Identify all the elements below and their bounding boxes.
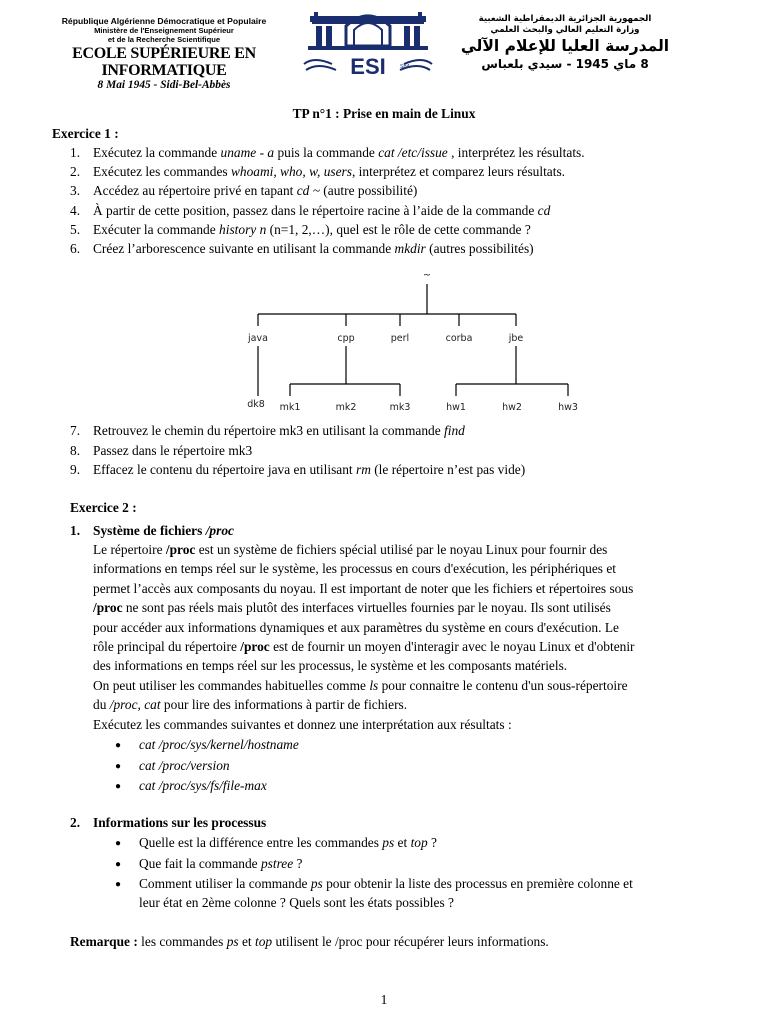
- text-run: /proc: [240, 639, 270, 654]
- section-1-title-proc: /proc: [205, 523, 234, 538]
- document-header: [0, 0, 768, 91]
- text-run: informations en temps réel sur le système, les processus en cours d'exécution, les périphériques et: [93, 561, 617, 577]
- bullet-dot-icon: ●: [115, 838, 122, 849]
- school-date-place: 8 Mai 1945 - Sidi-Bel-Abbès: [97, 79, 231, 91]
- list-item-number: 5.: [70, 222, 81, 237]
- text-run: (le répertoire n’est pas vide): [370, 462, 526, 477]
- text-run: Quelle est la différence entre les commandes: [139, 835, 383, 850]
- text-run: ls: [369, 677, 379, 693]
- question-item: [139, 833, 437, 853]
- list-item-number: 2.: [70, 164, 81, 179]
- tree-node-hw3: hw3: [558, 402, 578, 413]
- text-run: est de fournir un moyen d'interagir avec le noyau Linux et d'obtenir: [269, 639, 635, 654]
- text-run: À partir de cette position, passez dans le répertoire racine à l’aide de la commande: [93, 203, 538, 218]
- list-item: [93, 421, 465, 441]
- republic-line: République Algérienne Démocratique et Populaire: [61, 16, 267, 26]
- text-run: (autre possibilité): [319, 183, 418, 198]
- ministry-line: Ministère de l'Enseignement Supérieur: [94, 26, 234, 35]
- bullet-dot-icon: ●: [115, 879, 122, 890]
- tree-node-jbe: jbe: [508, 333, 524, 344]
- text-run: top: [410, 835, 428, 850]
- text-run: cd: [537, 203, 551, 218]
- text-run: Exécuter la commande: [93, 222, 220, 237]
- tree-node-mk1: mk1: [279, 402, 301, 413]
- list-item: [93, 143, 585, 163]
- text-run: Retrouvez le chemin du répertoire mk3 en utilisant la commande: [93, 423, 445, 438]
- text-run: (autres possibilités): [425, 241, 534, 256]
- remark-line: [70, 932, 549, 952]
- text-run: Que fait la commande: [139, 856, 261, 871]
- text-run: Accédez au répertoire privé en tapant: [93, 183, 297, 198]
- list-item-number: 6.: [70, 241, 81, 256]
- text-run: whoami, who, w, users: [230, 164, 352, 179]
- exercise-1-heading: Exercice 1 :: [52, 126, 119, 141]
- section-1-number: 1.: [70, 523, 81, 538]
- list-item: [93, 239, 534, 259]
- text-run: /proc: [93, 600, 123, 616]
- arabic-header: [452, 14, 678, 71]
- text-run: mkdir: [394, 241, 426, 256]
- tree-node-hw2: hw2: [502, 402, 522, 413]
- text-run: find: [444, 423, 465, 438]
- paragraph-line: [93, 618, 619, 638]
- school-name: ECOLE SUPÉRIEURE EN INFORMATIQUE: [72, 45, 256, 79]
- text-run: , interprétez et comparez leurs résultats.: [351, 164, 566, 179]
- paragraph-line: [93, 656, 567, 676]
- command-text: cat /proc/version: [139, 757, 230, 773]
- list-item: [93, 201, 550, 221]
- tree-node-corba: corba: [445, 333, 473, 344]
- tree-node-mk2: mk2: [335, 402, 357, 413]
- section-1-title: [93, 521, 234, 541]
- bullet-dot-icon: ●: [115, 740, 122, 751]
- text-run: leur état en 2ème colonne ? Quels sont les états possibles ?: [139, 895, 454, 910]
- page-number: 1: [380, 992, 388, 1007]
- list-item: [93, 181, 417, 201]
- paragraph-line: [93, 695, 407, 715]
- paragraph-line: [93, 715, 512, 735]
- list-item: [93, 162, 565, 182]
- command-text: cat /proc/sys/kernel/hostname: [139, 737, 299, 752]
- list-item-number: 1.: [70, 145, 81, 160]
- text-run: et: [238, 934, 255, 949]
- paragraph-line: [93, 676, 628, 696]
- page-title: TP n°1 : Prise en main de Linux: [292, 106, 476, 121]
- text-run: uname - a: [220, 145, 275, 160]
- text-run: Créez l’arborescence suivante en utilisant la commande: [93, 241, 395, 256]
- text-run: pour accéder aux informations dynamiques et aux paramètres du système en cours d'exécution. Le: [93, 619, 619, 635]
- list-item-number: 9.: [70, 462, 81, 477]
- text-run: pour connaitre le contenu d'un sous-répertoire: [378, 677, 628, 693]
- remark-label: Remarque :: [70, 934, 138, 949]
- text-run: ?: [427, 835, 437, 850]
- text-run: puis la commande: [274, 145, 379, 160]
- question-item: [139, 874, 633, 894]
- text-run: ps: [310, 876, 323, 891]
- paragraph-line: [93, 559, 616, 579]
- text-run: ?: [293, 856, 303, 871]
- text-run: rm: [355, 462, 371, 477]
- directory-tree-diagram: [232, 266, 592, 416]
- tree-node-java: java: [248, 333, 268, 344]
- arabic-school-name: المدرسة العليا للإعلام الآلي: [460, 37, 670, 55]
- text-run: permet l’accès aux composants du noyau. Il est important de noter que les fichiers et répertoires sous: [93, 580, 634, 596]
- tree-node-hw1: hw1: [446, 402, 466, 413]
- text-run: est un système de fichiers spécial utilisé par le noyau Linux pour fournir des: [195, 542, 608, 557]
- paragraph-line: [93, 540, 607, 560]
- text-run: /proc, cat: [109, 697, 161, 713]
- text-run: pour obtenir la liste des processus en première colonne et: [322, 876, 633, 891]
- text-run: top: [254, 934, 273, 949]
- text-run: Exécutez la commande: [93, 145, 221, 160]
- text-run: du: [93, 697, 110, 713]
- text-run: et: [394, 835, 411, 850]
- arabic-ministry-line: وزارة التعليم العالي والبحث العلمي: [490, 25, 640, 35]
- bullet-dot-icon: ●: [115, 859, 122, 870]
- question-item: [139, 893, 454, 913]
- logo-small-text: SBA: [400, 64, 411, 70]
- section-1-title-text: Système de fichiers: [93, 523, 206, 538]
- list-item-number: 4.: [70, 203, 81, 218]
- list-item-number: 3.: [70, 183, 81, 198]
- tree-node-cpp: cpp: [337, 333, 355, 344]
- esi-logo-icon: [288, 4, 448, 80]
- text-run: rôle principal du répertoire: [93, 639, 241, 654]
- arabic-date-place: 8 ماي 1945 - سيدي بلعباس: [481, 57, 649, 71]
- research-line: et de la Recherche Scientifique: [107, 35, 221, 44]
- text-run: pstree: [260, 856, 294, 871]
- text-run: des informations en temps réel sur les processus, le système et les composants matériels.: [93, 658, 568, 674]
- text-run: utilisent le /proc pour récupérer leurs informations.: [272, 934, 549, 949]
- tree-node-perl: perl: [390, 333, 410, 344]
- text-run: cat /etc/issue: [378, 145, 448, 160]
- text-run: ps: [226, 934, 239, 949]
- tree-node-mk3: mk3: [389, 402, 411, 413]
- paragraph-line: [93, 579, 633, 599]
- text-run: pour lire des informations à partir de fichiers.: [160, 697, 408, 713]
- command-text: cat /proc/sys/fs/file-max: [139, 778, 267, 793]
- text-run: cd ~: [296, 183, 320, 198]
- text-run: ps: [382, 835, 395, 850]
- tree-node-dk8: dk8: [247, 399, 265, 410]
- section-2-number: 2.: [70, 815, 81, 830]
- exercise-2-heading: Exercice 2 :: [70, 500, 137, 515]
- list-item-number: 7.: [70, 423, 81, 438]
- text-run: Comment utiliser la commande: [139, 876, 311, 891]
- command-item: [139, 735, 299, 755]
- text-run: les commandes: [137, 934, 227, 949]
- text-run: Exécutez les commandes: [93, 164, 231, 179]
- text-run: /proc: [165, 542, 196, 557]
- list-item: [93, 460, 525, 480]
- text-run: , interprétez les résultats.: [447, 145, 585, 160]
- bullet-dot-icon: ●: [115, 760, 122, 772]
- list-item: [93, 220, 531, 240]
- text-run: Exécutez les commandes suivantes et donnez une interprétation aux résultats :: [93, 716, 512, 732]
- arabic-republic-line: الجمهورية الجزائرية الديمقراطية الشعبية: [478, 14, 652, 24]
- list-item-number: 8.: [70, 443, 81, 458]
- tree-root-label: ~: [423, 270, 431, 281]
- french-header: [48, 16, 280, 92]
- list-item: [93, 441, 252, 461]
- logo-text: ESI: [350, 54, 386, 79]
- text-run: (n=1, 2,…), quel est le rôle de cette commande ?: [266, 222, 531, 237]
- bullet-dot-icon: ●: [115, 781, 122, 792]
- text-run: Le répertoire: [93, 542, 166, 557]
- command-item: [139, 776, 267, 796]
- text-run: On peut utiliser les commandes habituelles comme: [93, 677, 370, 693]
- paragraph-line: [93, 598, 611, 618]
- question-item: [139, 854, 303, 874]
- text-run: Effacez le contenu du répertoire java en utilisant: [93, 462, 356, 477]
- text-run: history n: [219, 222, 267, 237]
- paragraph-line: [93, 637, 635, 657]
- section-2-title: Informations sur les processus: [93, 815, 267, 830]
- text-run: Passez dans le répertoire mk3: [93, 443, 253, 458]
- text-run: ne sont pas réels mais plutôt des interfaces virtuelles fournies par le noyau. Ils sont utilisés: [122, 600, 611, 616]
- command-item: [139, 756, 230, 776]
